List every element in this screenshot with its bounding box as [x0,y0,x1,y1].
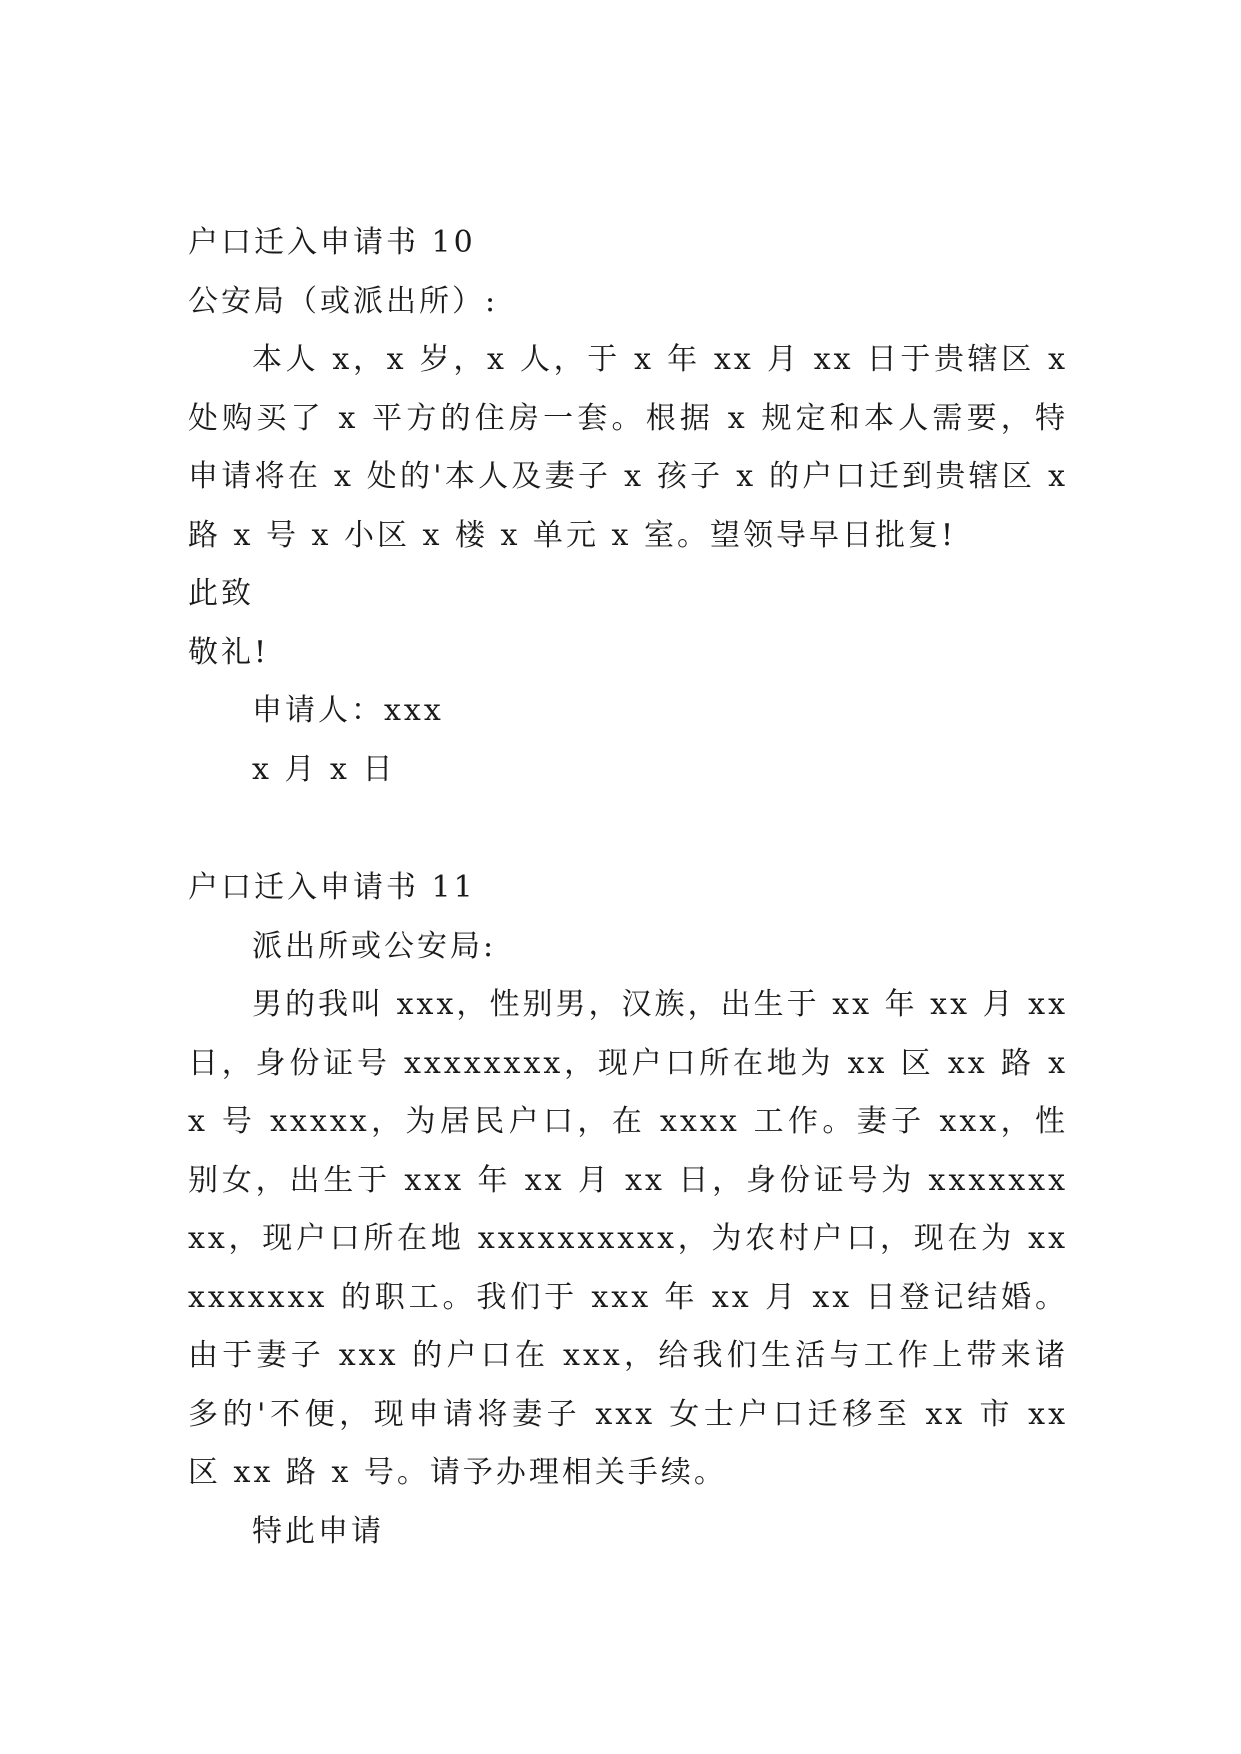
letter-2-title: 户口迁入申请书 11 [188,870,476,905]
letter-1-addressee: 公安局（或派出所）: [188,283,499,319]
document-body [188,214,1068,1561]
letter-1-closing-2: 敬礼! [188,634,270,670]
section-gap [188,799,1068,859]
letter-2-body: 男的我叫 xxx，性别男，汉族，出生于 xx 年 xx 月 xx 日，身份证号 xxxxxxxx，现户口所在地为 xx 区 xx 路 xx 号 xxxxx，为居民户口，在 xxxx 工作。妻子 xxx，性别女，出生于 xxx 年 xx 月 xx 日，身份证号为 xxxxxxxxx，现户口所在地 xxxxxxxxxx，为农村户口，现在为 xxxxxxxxx 的职工。我们于 xxx 年 xx 月 xx 日登记结婚。由于妻子 xxx 的户口在 xxx，给我们生活与工作上带来诸多的'不便，现申请将妻子 xxx 女士户口迁移至 xx 市 xx 区 xx 路 x 号。请予办理相关手续。 [188,987,1068,1490]
letter-1-closing-1: 此致 [188,576,254,611]
letter-1-applicant: 申请人：xxx [252,693,444,728]
letter-2-closing: 特此申请 [252,1513,384,1549]
letter-1-title: 户口迁入申请书 10 [188,225,476,260]
letter-1-date: x 月 x 日 [252,751,396,787]
letter-2-addressee: 派出所或公安局: [252,928,497,964]
letter-1-body: 本人 x，x 岁，x 人，于 x 年 xx 月 xx 日于贵辖区 x 处购买了 x 平方的住房一套。根据 x 规定和本人需要，特申请将在 x 处的'本人及妻子 x 孩子 x 的户口迁到贵辖区 x 路 x 号 x 小区 x 楼 x 单元 x 室。望领导早日批复! [188,342,1068,553]
